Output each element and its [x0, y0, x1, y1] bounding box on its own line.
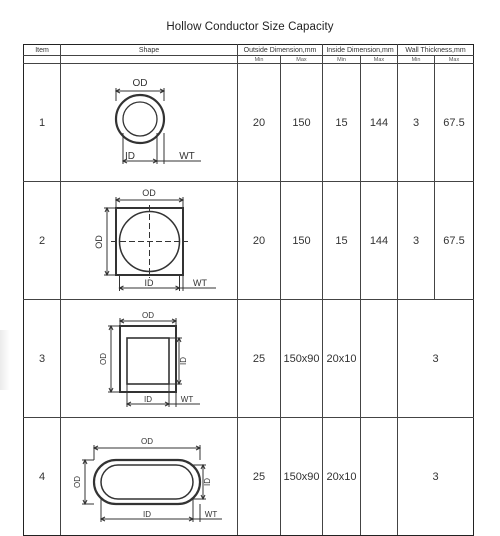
header-outside-min: Min	[238, 56, 281, 64]
cell-od-max: 150x90	[281, 300, 323, 418]
wt-label: WT	[180, 394, 194, 404]
wt-label: WT	[204, 509, 218, 519]
table-row	[24, 64, 474, 182]
cell-id-min: 20x10	[323, 418, 361, 536]
cell-wt-max: 67.5	[435, 64, 474, 182]
header-inside-max: Max	[361, 56, 398, 64]
cell-id-max	[361, 300, 398, 418]
cell-od-max: 150	[281, 182, 323, 300]
oval-tube-drawing	[74, 427, 224, 527]
od-side-label: OD	[94, 234, 104, 249]
round-square-tube-drawing	[74, 185, 224, 297]
header-item-sub	[24, 56, 61, 64]
cell-shape	[61, 64, 238, 182]
cell-id-max: 144	[361, 182, 398, 300]
page-edge-shadow	[0, 330, 10, 390]
id-side-label: ID	[203, 477, 212, 486]
cell-shape	[61, 182, 238, 300]
cell-wt-min: 3	[398, 418, 474, 536]
cell-od-max: 150x90	[281, 418, 323, 536]
cell-od-min: 20	[238, 182, 281, 300]
cell-id-max	[361, 418, 398, 536]
cell-item: 2	[24, 182, 61, 300]
cell-id-min: 15	[323, 182, 361, 300]
header-inside-dimension: Inside Dimension,mm	[323, 45, 398, 56]
header-outside-max: Max	[281, 56, 323, 64]
capacity-table	[23, 44, 474, 536]
table-row	[24, 418, 474, 536]
cell-id-max: 144	[361, 64, 398, 182]
cell-shape	[61, 418, 238, 536]
page-title: Hollow Conductor Size Capacity	[166, 21, 334, 33]
header-inside-min: Min	[323, 56, 361, 64]
header-shape: Shape	[61, 45, 238, 56]
wt-label: WT	[179, 150, 195, 162]
cell-item: 1	[24, 64, 61, 182]
rectangular-tube-drawing	[74, 309, 224, 409]
cell-wt-min: 3	[398, 64, 435, 182]
id-label: ID	[144, 277, 154, 288]
od-label: OD	[141, 436, 153, 446]
table-row	[24, 182, 474, 300]
header-wall-max: Max	[435, 56, 474, 64]
id-label: ID	[143, 509, 151, 519]
round-tube-drawing	[74, 73, 224, 173]
header-shape-sub	[61, 56, 238, 64]
cell-wt-max: 67.5	[435, 182, 474, 300]
id-label: ID	[144, 394, 152, 404]
id-label: ID	[125, 150, 135, 162]
cell-od-max: 150	[281, 64, 323, 182]
od-label: OD	[142, 310, 154, 320]
cell-item: 3	[24, 300, 61, 418]
header-wall-thickness: Wall Thickness,mm	[398, 45, 474, 56]
table-row	[24, 300, 474, 418]
od-label: OD	[142, 187, 156, 198]
cell-wt-min: 3	[398, 300, 474, 418]
header-item: Item	[24, 45, 61, 56]
id-side-label: ID	[179, 356, 188, 365]
cell-id-min: 20x10	[323, 300, 361, 418]
cell-shape	[61, 300, 238, 418]
cell-od-min: 25	[238, 418, 281, 536]
cell-item: 4	[24, 418, 61, 536]
wt-label: WT	[193, 277, 207, 288]
od-label: OD	[132, 77, 148, 89]
cell-wt-min: 3	[398, 182, 435, 300]
header-wall-min: Min	[398, 56, 435, 64]
cell-od-min: 20	[238, 64, 281, 182]
od-side-label: OD	[99, 352, 108, 365]
od-side-label: OD	[73, 475, 82, 488]
cell-id-min: 15	[323, 64, 361, 182]
header-outside-dimension: Outside Dimension,mm	[238, 45, 323, 56]
cell-od-min: 25	[238, 300, 281, 418]
